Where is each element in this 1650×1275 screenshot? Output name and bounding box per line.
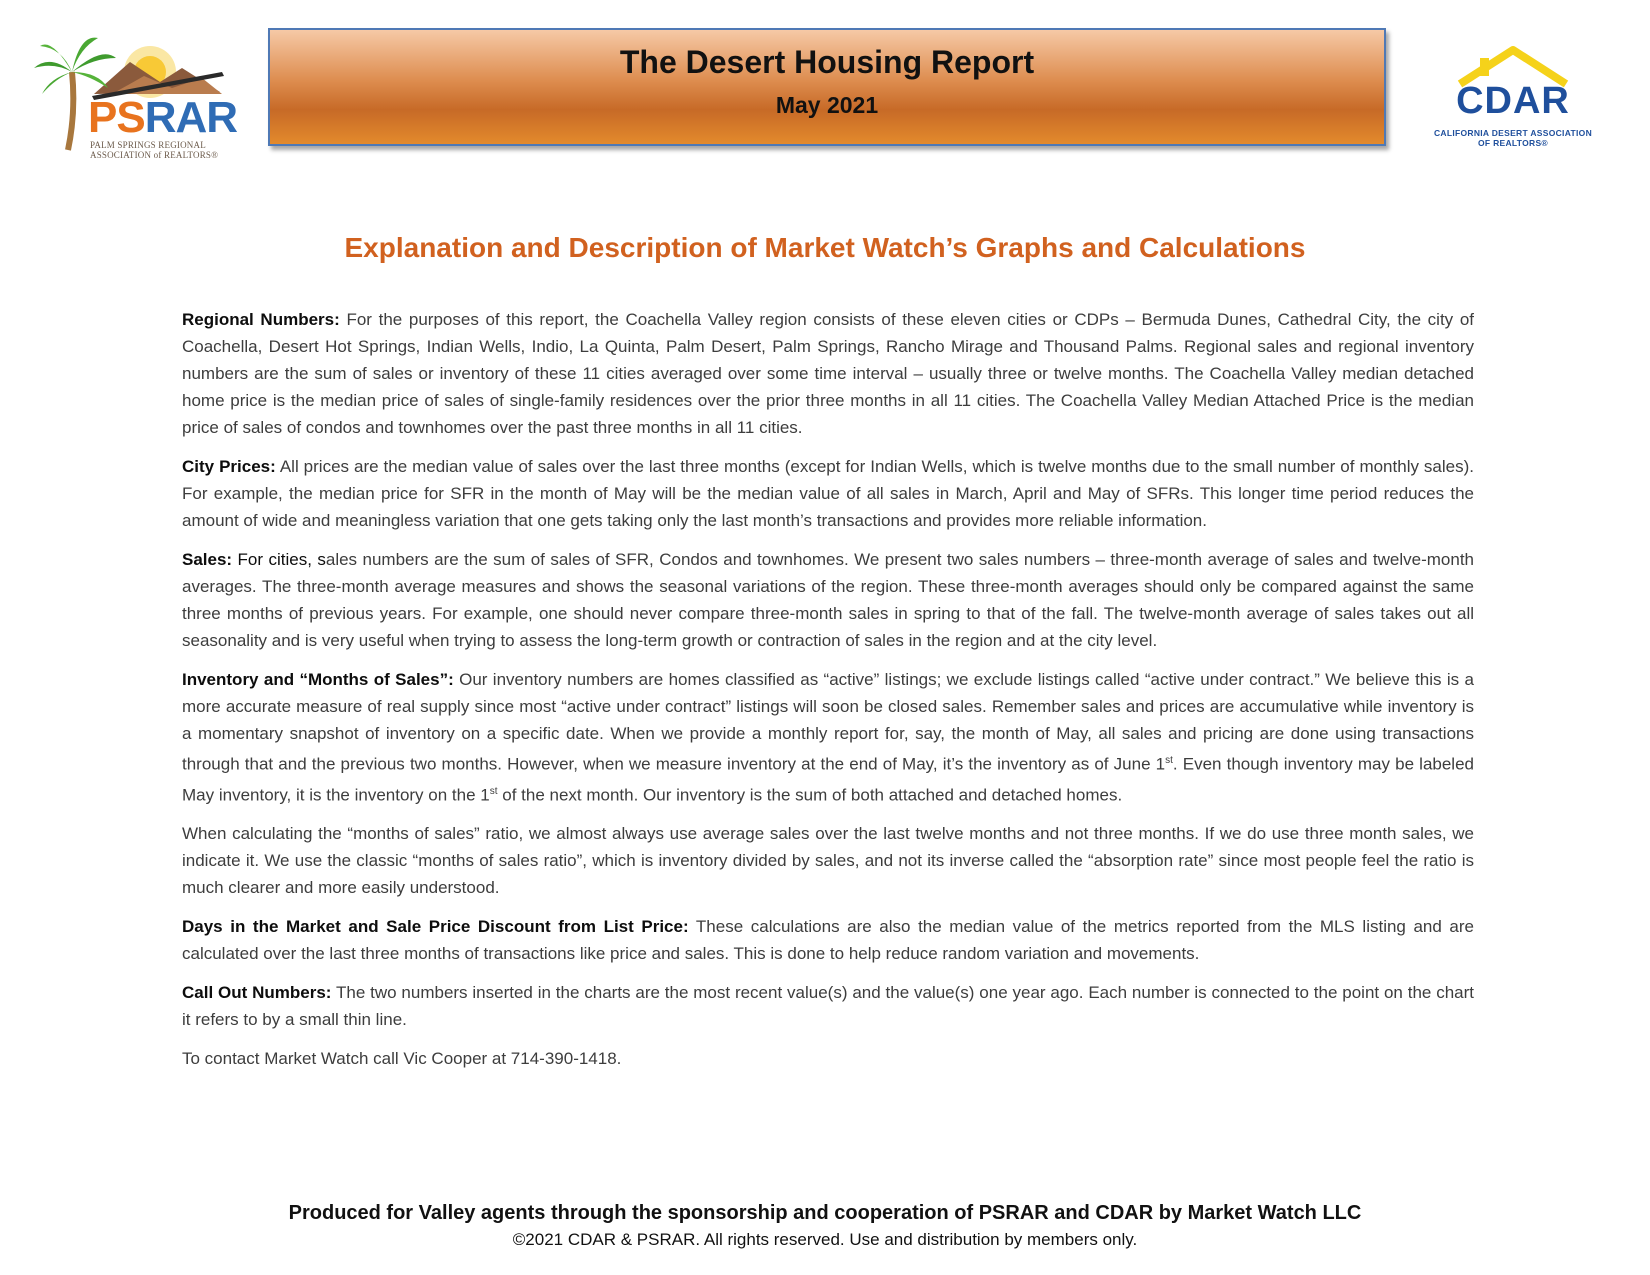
paragraph-lead: City Prices:: [182, 457, 276, 476]
paragraph-lead-continuation: For cities, s: [232, 550, 326, 569]
paragraph-text: When calculating the “months of sales” ratio, we almost always use average sales over the last twelve months and not three months. If we do use three month sales, we indicate it. We use the classic “months of sales ratio”, which is inventory divided by sales, and not its inverse called the “absorption rate” since most people feel the ratio is much clearer and more easily understood.: [182, 824, 1474, 898]
paragraph-text-part1: Our inventory numbers are homes classified as “active” listings; we exclude listings called “active under contract.” We believe this is a more accurate measure of real supply since most “active under contract” listings will soon be closed sales. Remember sales and prices are accumulative while inventory is a momentary snapshot of inventory on a specific date. When we provide a monthly report for, say, the month of May, all sales and pricing are done using transactions through that and the previous two months. However, when we measure inventory at the end of May, it’s the inventory as of June 1: [182, 670, 1474, 774]
psrar-logo: [32, 32, 238, 162]
paragraph-days-in-market: [182, 913, 1474, 967]
psrar-subtitle-line2: ASSOCIATION of REALTORS®: [90, 150, 219, 160]
paragraph-lead: Days in the Market and Sale Price Discount from List Price:: [182, 917, 689, 937]
report-title-banner: [268, 28, 1386, 146]
paragraph-lead: Inventory and “Months of Sales”:: [182, 670, 454, 689]
psrar-wordmark-rar: RAR: [144, 93, 238, 142]
paragraph-inventory: [182, 666, 1474, 808]
paragraph-text: These calculations are also the median value of the metrics reported from the MLS listing and are calculated over the last three months of transactions like price and sales. This is done to help reduce random variation and movements.: [182, 917, 1474, 964]
paragraph-call-out-numbers: [182, 979, 1474, 1033]
paragraph-sales: [182, 546, 1474, 654]
psrar-wordmark: [88, 93, 238, 142]
paragraph-regional-numbers: [182, 306, 1474, 441]
paragraph-lead: Sales:: [182, 550, 233, 569]
cdar-logo: [1418, 44, 1608, 154]
cdar-subtitle-line2: OF REALTORS®: [1478, 138, 1548, 148]
report-date: May 2021: [775, 92, 879, 118]
footer-sponsorship: Produced for Valley agents through the sponsorship and cooperation of PSRAR and CDAR by Market Watch LLC: [288, 1202, 1362, 1224]
cdar-subtitle: [1418, 128, 1608, 148]
ordinal-suffix: st: [489, 785, 498, 797]
footer-copyright: ©2021 CDAR & PSRAR. All rights reserved. Use and distribution by members only.: [512, 1230, 1138, 1249]
paragraph-text-part2: . Even though inventory may be labeled May inventory, it is the inventory on the 1: [182, 754, 1474, 805]
explanation-body: [182, 306, 1474, 1084]
paragraph-lead: Call Out Numbers:: [182, 983, 332, 1003]
report-title: The Desert Housing Report: [619, 44, 1035, 80]
paragraph-text: For the purposes of this report, the Coachella Valley region consists of these eleven cities or CDPs – Bermuda Dunes, Cathedral City, the city of Coachella, Desert Hot Springs, Indian Wells, Indio, La Quinta, Palm Desert, Palm Springs, Rancho Mirage and Thousand Palms. Regional sales and regional inventory numbers are the sum of sales or inventory of these 11 cities averaged over some time interval – usually three or twelve months. The Coachella Valley median detached home price is the median price of sales of single-family residences over the prior three months in all 11 cities. The Coachella Valley Median Attached Price is the median price of sales of condos and townhomes over the past three months in all 11 cities.: [182, 310, 1475, 437]
cdar-wordmark: CDAR: [1456, 80, 1570, 122]
psrar-wordmark-ps: PS: [88, 93, 145, 142]
psrar-subtitle-line1: PALM SPRINGS REGIONAL: [90, 140, 206, 150]
cdar-subtitle-line1: CALIFORNIA DESERT ASSOCIATION: [1433, 128, 1593, 138]
paragraph-text: ales numbers are the sum of sales of SFR, Condos and townhomes. We present two sales numbers – three-month average of sales and twelve-month averages. The three-month average measures and shows the seasonal variations of the region. These three-month averages should only be compared against the same three months of previous years. For example, one should never compare three-month sales in spring to that of the fall. The twelve-month average of sales takes out all seasonality and is very useful when trying to assess the long-term growth or contraction of sales in the region and at the city level.: [182, 550, 1474, 650]
paragraph-city-prices: [182, 453, 1474, 534]
paragraph-text: All prices are the median value of sales over the last three months (except for Indian Wells, which is twelve months due to the small number of monthly sales). For example, the median price for SFR in the month of May will be the median value of all sales in March, April and May of SFRs. This longer time period reduces the amount of wide and meaningless variation that one gets taking only the last month’s transactions and provides more reliable information.: [182, 457, 1475, 530]
paragraph-months-of-sales-ratio: [182, 820, 1474, 901]
paragraph-text: The two numbers inserted in the charts are the most recent value(s) and the value(s) one year ago. Each number is connected to the point on the chart it refers to by a small thin line.: [182, 983, 1474, 1030]
ordinal-suffix: st: [1165, 755, 1173, 766]
contact-text: To contact Market Watch call Vic Cooper at 714-390-1418.: [182, 1049, 622, 1069]
paragraph-text-part3: of the next month. Our inventory is the sum of both attached and detached homes.: [497, 785, 1123, 805]
paragraph-contact: [182, 1045, 1474, 1072]
page-heading: Explanation and Description of Market Watch’s Graphs and Calculations: [344, 232, 1306, 263]
psrar-subtitle: [90, 140, 240, 160]
paragraph-lead: Regional Numbers:: [182, 310, 340, 329]
